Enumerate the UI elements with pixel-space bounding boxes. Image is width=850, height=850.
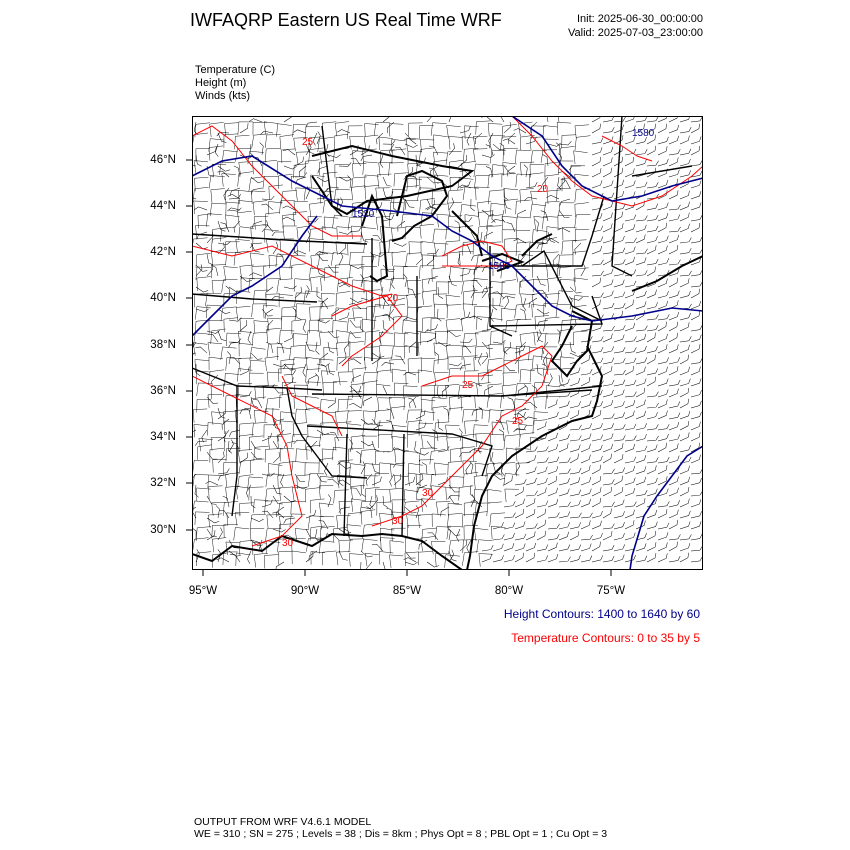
temperature-contour-label: 30 [282, 538, 294, 549]
height-contour-label: 1580 [632, 128, 655, 139]
lat-label: 44°N [150, 200, 176, 212]
temperature-contour-label: 30 [422, 488, 434, 499]
lon-label: 80°W [494, 585, 524, 597]
weather-map [192, 116, 703, 570]
temperature-contour-label: 25 [512, 416, 524, 427]
lat-label: 42°N [150, 246, 176, 258]
temperature-contour-label: 25 [302, 137, 314, 148]
init-time: Init: 2025-06-30_00:00:00 [577, 13, 703, 25]
temperature-contour-label: 25 [462, 380, 474, 391]
lon-label: 90°W [290, 585, 320, 597]
lat-label: 38°N [150, 339, 176, 351]
lat-label: 34°N [150, 431, 176, 443]
lat-label: 30°N [150, 524, 176, 536]
map-title: IWFAQRP Eastern US Real Time WRF [190, 10, 502, 30]
lon-label: 75°W [596, 585, 626, 597]
lat-label: 36°N [150, 385, 176, 397]
lat-label: 40°N [150, 292, 176, 304]
lon-label: 95°W [188, 585, 218, 597]
height-contours-legend: Height Contours: 1400 to 1640 by 60 [503, 607, 700, 621]
height-contour-label: 1580 [488, 261, 511, 272]
field-height-label: Height (m) [195, 77, 247, 89]
temperature-contour-label: 30 [392, 516, 404, 527]
height-contour-label: 1520 [352, 209, 375, 220]
lon-label: 85°W [392, 585, 422, 597]
temperature-contours-legend: Temperature Contours: 0 to 35 by 5 [511, 631, 700, 645]
model-settings-line: WE = 310 ; SN = 275 ; Levels = 38 ; Dis = 8km ; Phys Opt = 8 ; PBL Opt = 1 ; Cu Opt = 3 [194, 828, 608, 840]
field-temperature-label: Temperature (C) [195, 64, 276, 76]
valid-time: Valid: 2025-07-03_23:00:00 [568, 27, 703, 39]
temperature-contour-label: 20 [537, 184, 549, 195]
temperature-contour-label: 20 [387, 293, 399, 304]
map-background [192, 116, 703, 570]
field-winds-label: Winds (kts) [195, 90, 250, 102]
model-output-line: OUTPUT FROM WRF V4.6.1 MODEL [194, 816, 372, 828]
lat-label: 46°N [150, 154, 176, 166]
lat-label: 32°N [150, 477, 176, 489]
